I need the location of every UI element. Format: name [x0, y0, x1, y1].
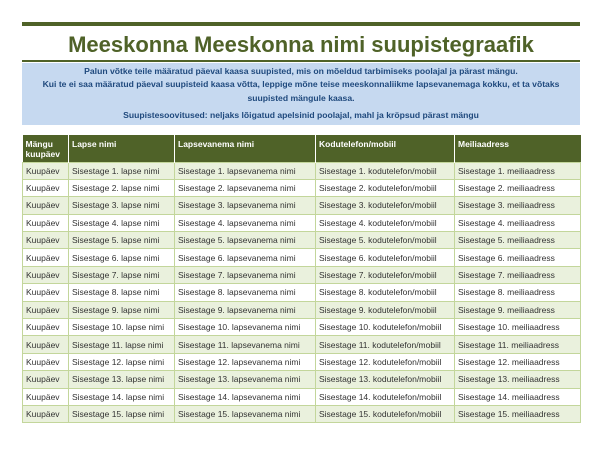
table-row: [23, 353, 581, 370]
cell-parent-name[interactable]: Sisestage 10. lapsevanema nimi: [175, 319, 316, 336]
cell-date[interactable]: Kuupäev: [23, 388, 69, 405]
cell-date[interactable]: Kuupäev: [23, 353, 69, 370]
table-row: [23, 214, 581, 231]
table-row: [23, 162, 581, 179]
cell-phone[interactable]: Sisestage 5. kodutelefon/mobiil: [316, 232, 455, 249]
cell-phone[interactable]: Sisestage 1. kodutelefon/mobiil: [316, 162, 455, 179]
table-row: [23, 319, 581, 336]
cell-date[interactable]: Kuupäev: [23, 214, 69, 231]
cell-email[interactable]: Sisestage 8. meiliaadress: [455, 284, 581, 301]
cell-email[interactable]: Sisestage 15. meiliaadress: [455, 405, 581, 422]
instruction-line-2[interactable]: Kui te ei saa määratud päeval suupisteid kaasa võtta, leppige mõne teise meeskonnaliikme lapsevanemaga kokku, et ta võtaks suupisted mängule kaasa.: [42, 79, 560, 103]
table-row: [23, 197, 581, 214]
cell-phone[interactable]: Sisestage 3. kodutelefon/mobiil: [316, 197, 455, 214]
cell-phone[interactable]: Sisestage 7. kodutelefon/mobiil: [316, 266, 455, 283]
cell-child-name[interactable]: Sisestage 8. lapse nimi: [69, 284, 175, 301]
cell-child-name[interactable]: Sisestage 2. lapse nimi: [69, 179, 175, 196]
cell-child-name[interactable]: Sisestage 12. lapse nimi: [69, 353, 175, 370]
cell-date[interactable]: Kuupäev: [23, 405, 69, 422]
cell-date[interactable]: Kuupäev: [23, 336, 69, 353]
cell-phone[interactable]: Sisestage 11. kodutelefon/mobiil: [316, 336, 455, 353]
table-row: [23, 249, 581, 266]
cell-parent-name[interactable]: Sisestage 6. lapsevanema nimi: [175, 249, 316, 266]
cell-date[interactable]: Kuupäev: [23, 371, 69, 388]
cell-parent-name[interactable]: Sisestage 5. lapsevanema nimi: [175, 232, 316, 249]
cell-phone[interactable]: Sisestage 6. kodutelefon/mobiil: [316, 249, 455, 266]
cell-email[interactable]: Sisestage 4. meiliaadress: [455, 214, 581, 231]
column-header-phone[interactable]: Kodutelefon/mobiil: [316, 135, 455, 162]
cell-parent-name[interactable]: Sisestage 15. lapsevanema nimi: [175, 405, 316, 422]
cell-date[interactable]: Kuupäev: [23, 232, 69, 249]
cell-email[interactable]: Sisestage 3. meiliaadress: [455, 197, 581, 214]
snack-schedule-table: [22, 135, 581, 423]
cell-phone[interactable]: Sisestage 10. kodutelefon/mobiil: [316, 319, 455, 336]
cell-email[interactable]: Sisestage 7. meiliaadress: [455, 266, 581, 283]
cell-date[interactable]: Kuupäev: [23, 197, 69, 214]
cell-parent-name[interactable]: Sisestage 12. lapsevanema nimi: [175, 353, 316, 370]
cell-child-name[interactable]: Sisestage 13. lapse nimi: [69, 371, 175, 388]
cell-parent-name[interactable]: Sisestage 8. lapsevanema nimi: [175, 284, 316, 301]
cell-date[interactable]: Kuupäev: [23, 179, 69, 196]
cell-phone[interactable]: Sisestage 15. kodutelefon/mobiil: [316, 405, 455, 422]
table-row: [23, 179, 581, 196]
cell-parent-name[interactable]: Sisestage 3. lapsevanema nimi: [175, 197, 316, 214]
cell-child-name[interactable]: Sisestage 11. lapse nimi: [69, 336, 175, 353]
snack-suggestions[interactable]: Suupistesoovitused: neljaks lõigatud apelsinid poolajal, mahl ja kröpsud pärast mängu: [123, 109, 479, 120]
cell-parent-name[interactable]: Sisestage 14. lapsevanema nimi: [175, 388, 316, 405]
cell-child-name[interactable]: Sisestage 6. lapse nimi: [69, 249, 175, 266]
table-row: [23, 284, 581, 301]
cell-phone[interactable]: Sisestage 14. kodutelefon/mobiil: [316, 388, 455, 405]
cell-email[interactable]: Sisestage 13. meiliaadress: [455, 371, 581, 388]
cell-date[interactable]: Kuupäev: [23, 301, 69, 318]
cell-child-name[interactable]: Sisestage 14. lapse nimi: [69, 388, 175, 405]
cell-date[interactable]: Kuupäev: [23, 319, 69, 336]
column-header-child-name[interactable]: Lapse nimi: [69, 135, 175, 162]
cell-phone[interactable]: Sisestage 9. kodutelefon/mobiil: [316, 301, 455, 318]
cell-parent-name[interactable]: Sisestage 4. lapsevanema nimi: [175, 214, 316, 231]
instructions-box: [22, 63, 580, 125]
column-header-email[interactable]: Meiliaadress: [455, 135, 581, 162]
table-row: [23, 336, 581, 353]
cell-email[interactable]: Sisestage 6. meiliaadress: [455, 249, 581, 266]
instruction-line-1[interactable]: Palun võtke teile määratud päeval kaasa suupisted, mis on mõeldud tarbimiseks poolajal ja pärast mängu.: [84, 66, 518, 76]
column-header-date[interactable]: Mängu kuupäev: [23, 135, 69, 162]
cell-date[interactable]: Kuupäev: [23, 266, 69, 283]
cell-parent-name[interactable]: Sisestage 13. lapsevanema nimi: [175, 371, 316, 388]
cell-email[interactable]: Sisestage 1. meiliaadress: [455, 162, 581, 179]
cell-email[interactable]: Sisestage 9. meiliaadress: [455, 301, 581, 318]
cell-child-name[interactable]: Sisestage 5. lapse nimi: [69, 232, 175, 249]
cell-parent-name[interactable]: Sisestage 2. lapsevanema nimi: [175, 179, 316, 196]
table-row: [23, 388, 581, 405]
cell-phone[interactable]: Sisestage 2. kodutelefon/mobiil: [316, 179, 455, 196]
cell-child-name[interactable]: Sisestage 4. lapse nimi: [69, 214, 175, 231]
cell-phone[interactable]: Sisestage 12. kodutelefon/mobiil: [316, 353, 455, 370]
cell-email[interactable]: Sisestage 10. meiliaadress: [455, 319, 581, 336]
cell-parent-name[interactable]: Sisestage 11. lapsevanema nimi: [175, 336, 316, 353]
cell-email[interactable]: Sisestage 5. meiliaadress: [455, 232, 581, 249]
cell-phone[interactable]: Sisestage 8. kodutelefon/mobiil: [316, 284, 455, 301]
cell-email[interactable]: Sisestage 14. meiliaadress: [455, 388, 581, 405]
cell-parent-name[interactable]: Sisestage 7. lapsevanema nimi: [175, 266, 316, 283]
column-header-parent-name[interactable]: Lapsevanema nimi: [175, 135, 316, 162]
header-row: [23, 135, 581, 162]
cell-email[interactable]: Sisestage 2. meiliaadress: [455, 179, 581, 196]
cell-phone[interactable]: Sisestage 4. kodutelefon/mobiil: [316, 214, 455, 231]
table-row: [23, 232, 581, 249]
cell-child-name[interactable]: Sisestage 7. lapse nimi: [69, 266, 175, 283]
table-row: [23, 371, 581, 388]
cell-child-name[interactable]: Sisestage 10. lapse nimi: [69, 319, 175, 336]
page-title[interactable]: Meeskonna Meeskonna nimi suupistegraafik: [68, 32, 534, 57]
table-row: [23, 266, 581, 283]
cell-email[interactable]: Sisestage 11. meiliaadress: [455, 336, 581, 353]
cell-parent-name[interactable]: Sisestage 1. lapsevanema nimi: [175, 162, 316, 179]
cell-child-name[interactable]: Sisestage 1. lapse nimi: [69, 162, 175, 179]
cell-email[interactable]: Sisestage 12. meiliaadress: [455, 353, 581, 370]
table-row: [23, 301, 581, 318]
cell-parent-name[interactable]: Sisestage 9. lapsevanema nimi: [175, 301, 316, 318]
cell-child-name[interactable]: Sisestage 15. lapse nimi: [69, 405, 175, 422]
cell-date[interactable]: Kuupäev: [23, 162, 69, 179]
cell-child-name[interactable]: Sisestage 3. lapse nimi: [69, 197, 175, 214]
top-rule: [22, 22, 580, 26]
cell-phone[interactable]: Sisestage 13. kodutelefon/mobiil: [316, 371, 455, 388]
cell-date[interactable]: Kuupäev: [23, 249, 69, 266]
cell-date[interactable]: Kuupäev: [23, 284, 69, 301]
table-row: [23, 405, 581, 422]
title-rule: [22, 60, 580, 62]
cell-child-name[interactable]: Sisestage 9. lapse nimi: [69, 301, 175, 318]
